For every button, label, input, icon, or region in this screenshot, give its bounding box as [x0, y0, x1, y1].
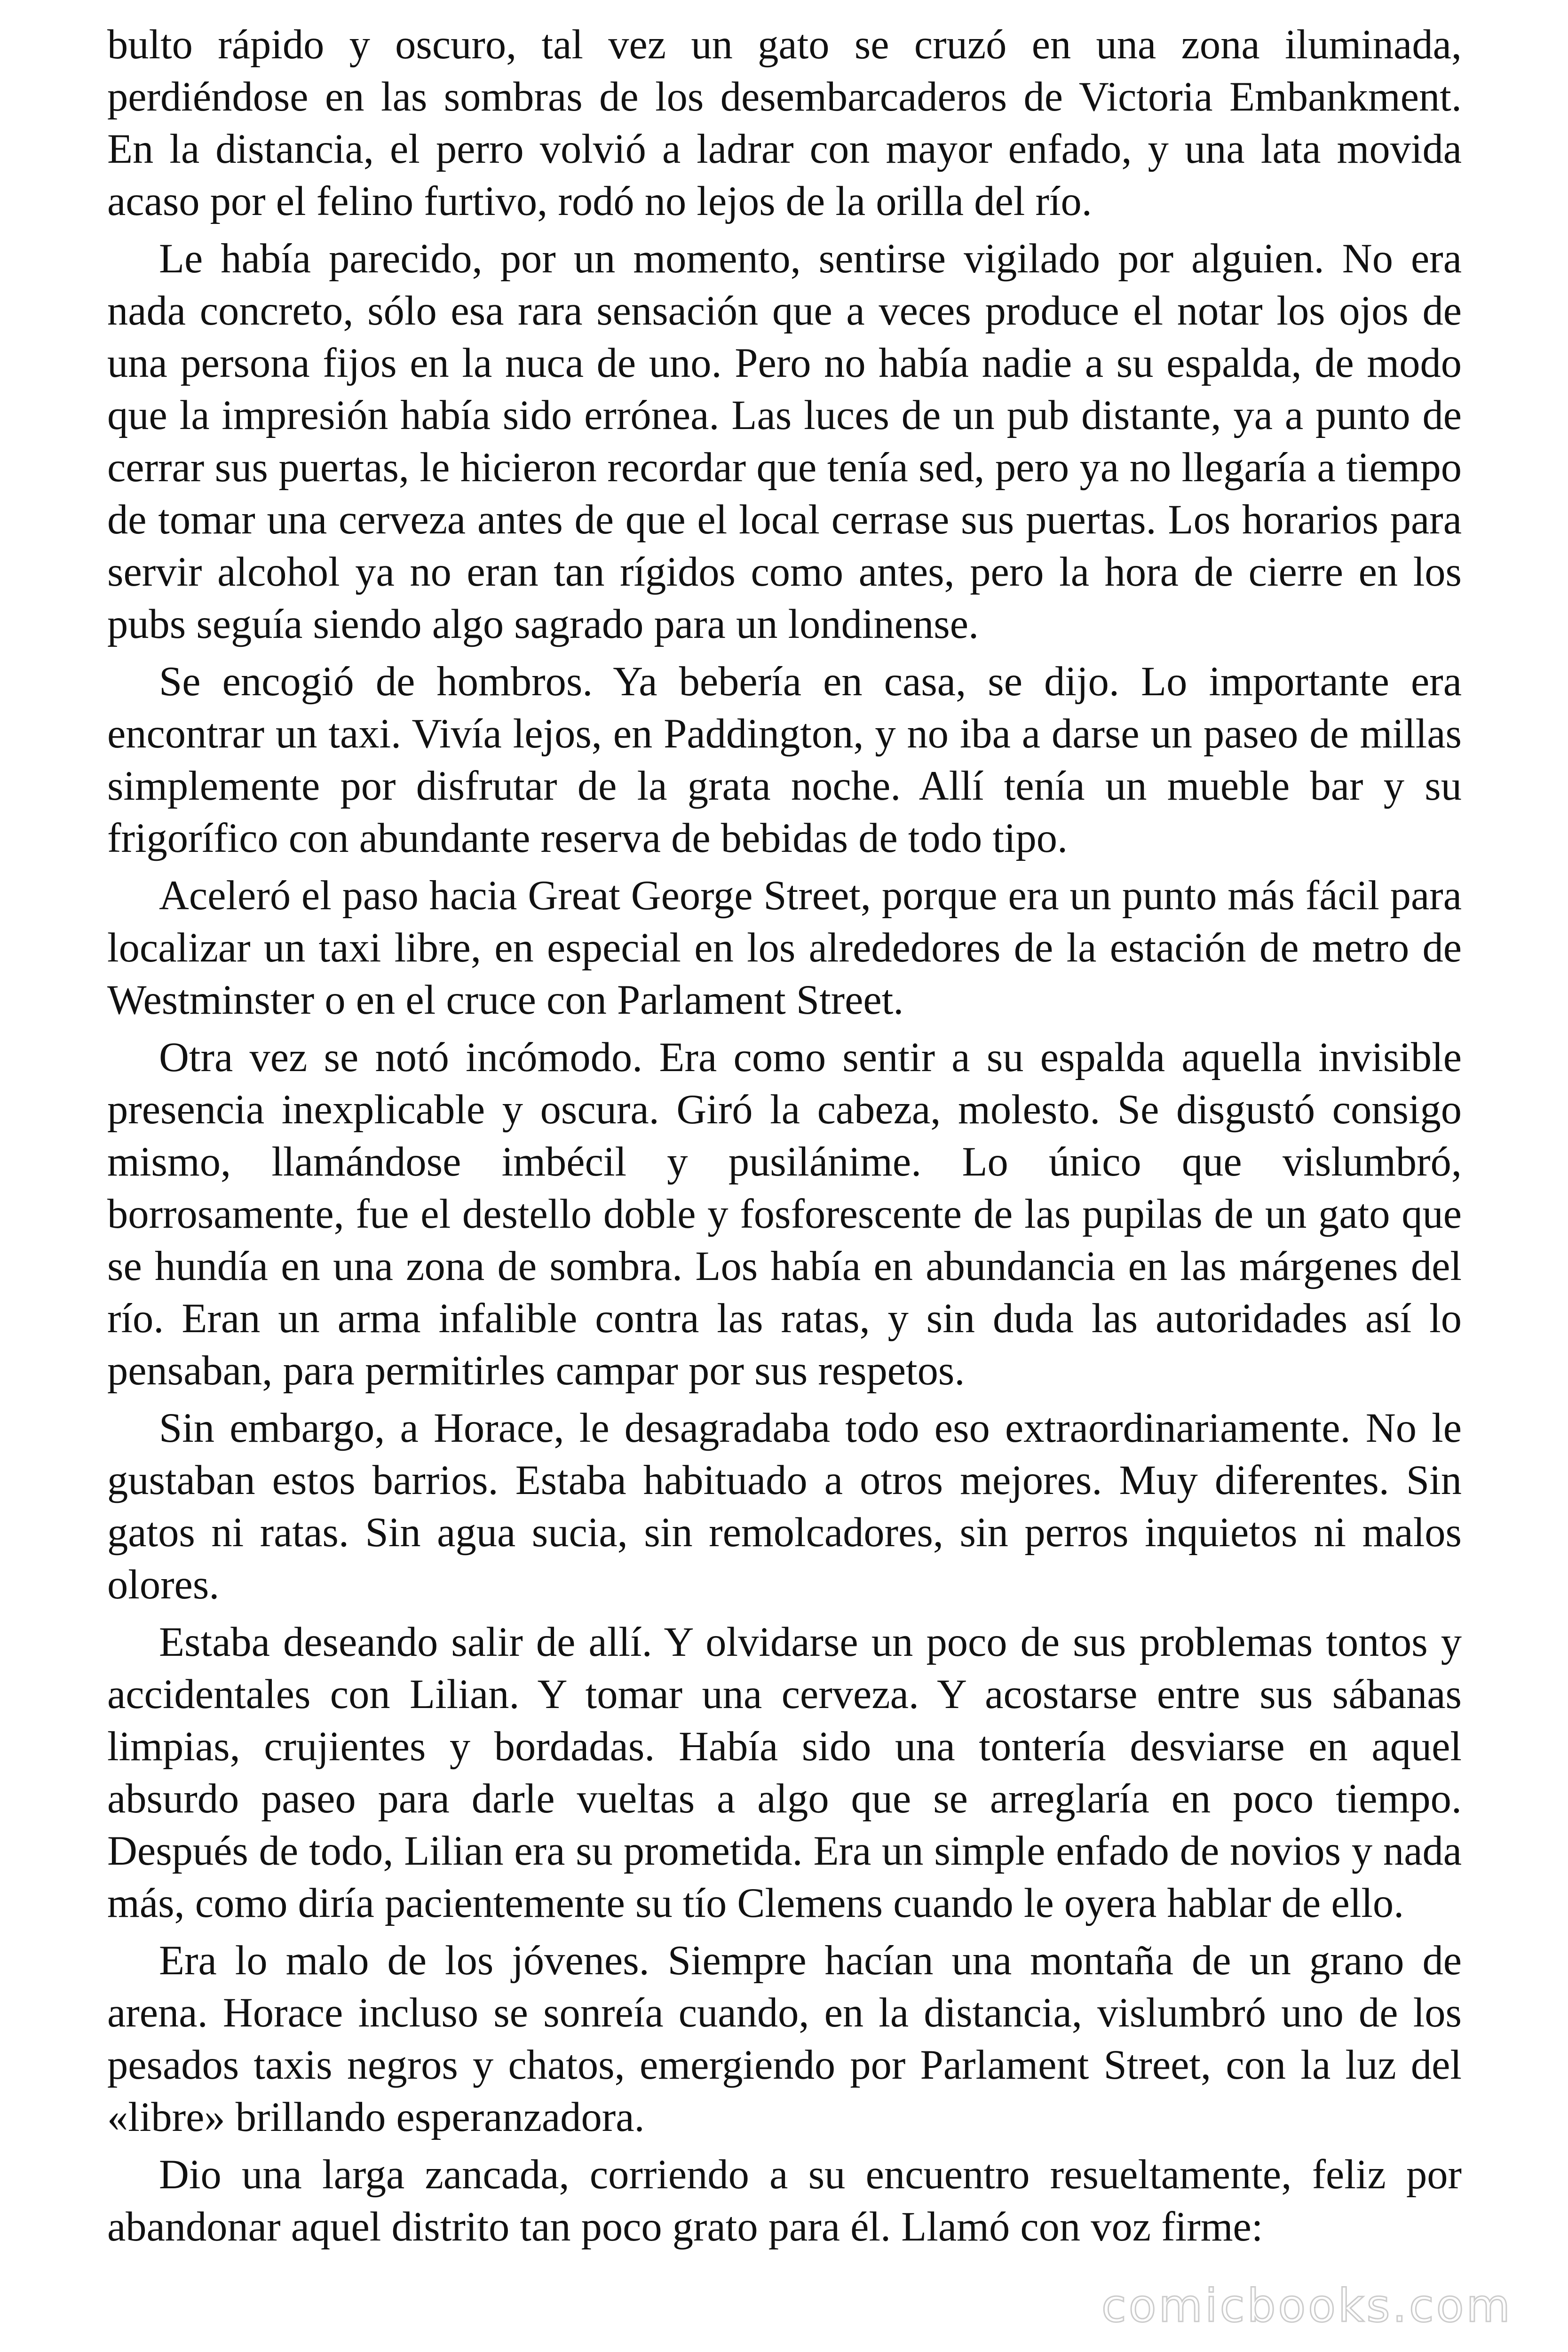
watermark: comicbooks.com	[1101, 2280, 1513, 2332]
paragraph-2: Le había parecido, por un momento, sentirse vigilado por alguien. No era nada concreto, sólo esa rara sensación que a veces produce el notar los ojos de una persona fijos en la nuca de uno. Pero no había nadie a su espalda, de modo que la impresión había sido errónea. Las luces de un pub distante, ya a punto de cerrar sus puertas, le hicieron recordar que tenía sed, pero ya no llegaría a tiempo de tomar una cerveza antes de que el local cerrase sus puertas. Los horarios para servir alcohol ya no eran tan rígidos como antes, pero la hora de cierre en los pubs seguía siendo algo sagrado para un londinense.	[107, 236, 1462, 647]
paragraph-3: Se encogió de hombros. Ya bebería en casa, se dijo. Lo importante era encontrar un taxi. Vivía lejos, en Paddington, y no iba a darse un paseo de millas simplemente por disfrutar de la grata noche. Allí tenía un mueble bar y su frigorífico con abundante reserva de bebidas de todo tipo.	[107, 659, 1462, 861]
body-text	[107, 19, 1462, 2258]
paragraph-5: Otra vez se notó incómodo. Era como sentir a su espalda aquella invisible presencia inexplicable y oscura. Giró la cabeza, molesto. Se disgustó consigo mismo, llamándose imbécil y pusilánime. Lo único que vislumbró, borrosamente, fue el destello doble y fosforescente de las pupilas de un gato que se hundía en una zona de sombra. Los había en abundancia en las márgenes del río. Eran un arma infalible contra las ratas, y sin duda las autoridades así lo pensaban, para permitirles campar por sus respetos.	[107, 1034, 1462, 1394]
paragraph-8: Era lo malo de los jóvenes. Siempre hacían una montaña de un grano de arena. Horace incluso se sonreía cuando, en la distancia, vislumbró uno de los pesados taxis negros y chatos, emergiendo por Parlament Street, con la luz del «libre» brillando esperanzadora.	[107, 1938, 1462, 2140]
paragraph-7: Estaba deseando salir de allí. Y olvidarse un poco de sus problemas tontos y accidentales con Lilian. Y tomar una cerveza. Y acostarse entre sus sábanas limpias, crujientes y bordadas. Había sido una tontería desviarse en aquel absurdo paseo para darle vueltas a algo que se arreglaría en poco tiempo. Después de todo, Lilian era su prometida. Era un simple enfado de novios y nada más, como diría pacientemente su tío Clemens cuando le oyera hablar de ello.	[107, 1619, 1462, 1926]
paragraph-9: Dio una larga zancada, corriendo a su encuentro resueltamente, feliz por abandonar aquel distrito tan poco grato para él. Llamó con voz firme:	[107, 2152, 1462, 2250]
paragraph-1: bulto rápido y oscuro, tal vez un gato se cruzó en una zona iluminada, perdiéndose en las sombras de los desembarcaderos de Victoria Embankment. En la distancia, el perro volvió a ladrar con mayor enfado, y una lata movida acaso por el felino furtivo, rodó no lejos de la orilla del río.	[107, 22, 1462, 224]
paragraph-6: Sin embargo, a Horace, le desagradaba todo eso extraordinariamente. No le gustaban estos barrios. Estaba habituado a otros mejores. Muy diferentes. Sin gatos ni ratas. Sin agua sucia, sin remolcadores, sin perros inquietos ni malos olores.	[107, 1405, 1462, 1608]
paragraph-4: Aceleró el paso hacia Great George Street, porque era un punto más fácil para localizar un taxi libre, en especial en los alrededores de la estación de metro de Westminster o en el cruce con Parlament Street.	[107, 873, 1462, 1023]
